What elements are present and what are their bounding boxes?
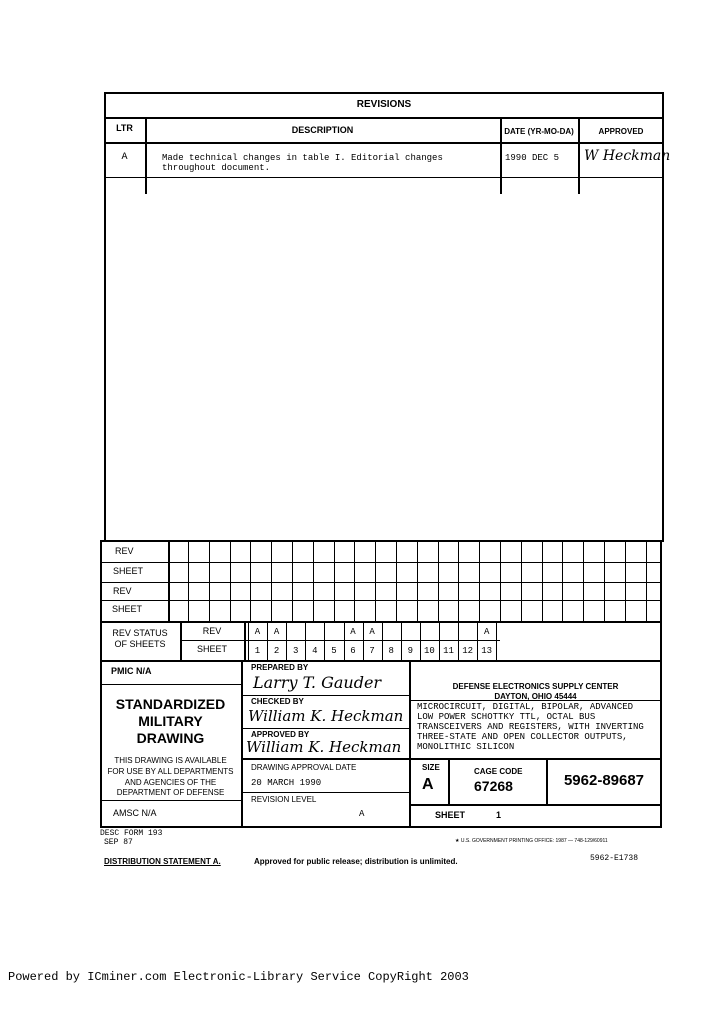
sheet-value: 1 bbox=[496, 810, 502, 820]
revisions-title-rule bbox=[104, 117, 664, 119]
approval-date-label: DRAWING APPROVAL DATE bbox=[251, 763, 357, 772]
rev-status-label: REV STATUS bbox=[112, 628, 168, 638]
standardized-title: STANDARDIZED bbox=[115, 696, 226, 712]
amsc-label: AMSC N/A bbox=[113, 808, 157, 818]
rev-grid-column-line bbox=[562, 540, 563, 621]
distribution-label: DISTRIBUTION STATEMENT A. bbox=[104, 857, 221, 866]
rev-label: REV bbox=[113, 586, 132, 596]
sheet-number-cell: 7 bbox=[369, 646, 375, 656]
col-date-header: DATE (YR-MO-DA) bbox=[504, 127, 574, 136]
sheet-number-cell: 5 bbox=[331, 646, 337, 656]
title-block-rule bbox=[241, 728, 409, 729]
sheet-number-cell: 8 bbox=[388, 646, 394, 656]
revision-level-label: REVISION LEVEL bbox=[251, 795, 317, 804]
rev-grid-column-line bbox=[230, 540, 231, 621]
status-rev-label: REV bbox=[202, 626, 222, 636]
col-approved-header: APPROVED bbox=[598, 127, 644, 136]
title-block-rule bbox=[241, 758, 662, 760]
sheet-number-cell: 4 bbox=[312, 646, 318, 656]
rev-grid-column-line bbox=[188, 540, 189, 621]
sheet-label: SHEET bbox=[112, 604, 143, 614]
title-block-rule bbox=[100, 800, 241, 801]
rev-grid-rule bbox=[180, 640, 500, 641]
standardized-title: MILITARY bbox=[138, 713, 203, 729]
rev-grid-column-line bbox=[334, 540, 335, 621]
distribution-text: Approved for public release; distribution is unlimited. bbox=[254, 857, 458, 866]
rev-grid-column-line bbox=[604, 540, 605, 621]
availability-text: AND AGENCIES OF THE bbox=[124, 778, 217, 787]
pmic-label: PMIC N/A bbox=[111, 666, 152, 676]
rev-grid-column-line bbox=[271, 540, 272, 621]
sheet-rev-cell: A bbox=[350, 627, 356, 637]
rev-label: REV bbox=[115, 546, 134, 556]
rev-grid-column-line bbox=[438, 540, 439, 621]
sheet-label: SHEET bbox=[435, 810, 466, 820]
sheet-number-cell: 13 bbox=[481, 646, 493, 656]
availability-text: THIS DRAWING IS AVAILABLE bbox=[114, 756, 227, 765]
sheet-rev-cell: A bbox=[254, 627, 261, 637]
status-column-line bbox=[496, 621, 497, 662]
revision-ltr: A bbox=[121, 152, 128, 163]
sheet-number-cell: 2 bbox=[273, 646, 280, 656]
rev-grid-column-line bbox=[458, 540, 459, 621]
rev-grid-column-line bbox=[396, 540, 397, 621]
size-value: A bbox=[422, 776, 434, 793]
rev-grid-column-line bbox=[646, 540, 647, 621]
sheet-rev-cell: A bbox=[483, 627, 490, 637]
drawing-title: MICROCIRCUIT, DIGITAL, BIPOLAR, ADVANCED bbox=[417, 702, 634, 712]
sheet-rev-cell: A bbox=[369, 627, 375, 637]
title-block-rule bbox=[409, 804, 662, 806]
revision-level: A bbox=[359, 809, 365, 819]
rev-grid-column-line bbox=[292, 540, 293, 621]
checked-by-label: CHECKED BY bbox=[251, 697, 304, 706]
rev-grid-column-line bbox=[500, 540, 501, 621]
rev-grid-label-divider bbox=[244, 621, 246, 662]
agency-address: DAYTON, OHIO 45444 bbox=[494, 692, 577, 701]
rev-status-label: OF SHEETS bbox=[114, 639, 166, 649]
checked-by-signature: William K. Heckman bbox=[248, 707, 404, 725]
size-label: SIZE bbox=[422, 763, 440, 772]
cage-value: 67268 bbox=[474, 778, 513, 794]
rev-grid-column-line bbox=[375, 540, 376, 621]
drawing-title: MONOLITHIC SILICON bbox=[417, 742, 515, 752]
rev-grid-column-line bbox=[354, 540, 355, 621]
sheet-number-cell: 9 bbox=[407, 646, 413, 656]
rev-grid-label-divider bbox=[168, 540, 170, 621]
rev-grid-rule bbox=[100, 582, 662, 583]
revisions-title: REVISIONS bbox=[356, 99, 412, 110]
title-block-rule bbox=[241, 695, 409, 696]
availability-text: DEPARTMENT OF DEFENSE bbox=[116, 788, 225, 797]
powered-by-watermark: Powered by ICminer.com Electronic-Library Service CopyRight 2003 bbox=[8, 970, 469, 984]
availability-text: FOR USE BY ALL DEPARTMENTS bbox=[107, 767, 234, 776]
col-ltr-header: LTR bbox=[116, 123, 133, 133]
sheet-number-cell: 6 bbox=[350, 646, 356, 656]
drawing-number: 5962-89687 bbox=[563, 772, 645, 789]
sheet-number-cell: 1 bbox=[254, 646, 261, 656]
standardized-title: DRAWING bbox=[136, 730, 205, 746]
drawing-title: THREE-STATE AND OPEN COLLECTOR OUTPUTS, bbox=[417, 732, 628, 742]
title-block-rule bbox=[100, 684, 241, 685]
revision-date: 1990 DEC 5 bbox=[505, 153, 560, 163]
rev-grid-column-line bbox=[313, 540, 314, 621]
prepared-by-signature: Larry T. Gauder bbox=[253, 673, 382, 692]
rev-grid-column-line bbox=[625, 540, 626, 621]
approval-date: 20 MARCH 1990 bbox=[251, 778, 322, 788]
sheet-label: SHEET bbox=[113, 566, 144, 576]
approved-by-signature: William K. Heckman bbox=[246, 738, 402, 756]
title-block-divider bbox=[241, 660, 243, 828]
form-number: DESC FORM 193 bbox=[100, 829, 163, 838]
col-description-header: DESCRIPTION bbox=[291, 125, 354, 135]
revision-description-line1: Made technical changes in table I. Editorial changes bbox=[162, 153, 443, 163]
sheet-number-cell: 12 bbox=[462, 646, 473, 656]
rev-grid-column-line bbox=[479, 540, 480, 621]
rev-grid-column-line bbox=[209, 540, 210, 621]
prepared-by-label: PREPARED BY bbox=[251, 663, 309, 672]
revision-description-line2: throughout document. bbox=[162, 163, 271, 173]
sheet-number-cell: 10 bbox=[423, 646, 435, 656]
rev-grid-column-line bbox=[250, 540, 251, 621]
rev-grid-column-line bbox=[583, 540, 584, 621]
agency-name: DEFENSE ELECTRONICS SUPPLY CENTER bbox=[452, 682, 619, 691]
size-divider bbox=[448, 758, 450, 804]
sheet-number-cell: 3 bbox=[292, 646, 299, 656]
rev-grid-column-line bbox=[521, 540, 522, 621]
revision-approved-signature: W Heckman bbox=[584, 148, 671, 164]
rev-grid-rule bbox=[100, 562, 662, 563]
approved-by-label: APPROVED BY bbox=[251, 730, 310, 739]
doc-code: 5962-E1738 bbox=[590, 854, 639, 863]
rev-grid-rule bbox=[100, 600, 662, 601]
revisions-row-rule bbox=[104, 177, 664, 178]
form-date: SEP 87 bbox=[104, 838, 133, 847]
sheet-rev-cell: A bbox=[273, 627, 280, 637]
gpo-notice: ★ U.S. GOVERNMENT PRINTING OFFICE: 1987 — 748-129/60911 bbox=[455, 838, 608, 844]
cage-label: CAGE CODE bbox=[474, 767, 523, 776]
title-block-rule bbox=[241, 792, 409, 793]
rev-grid-column-line bbox=[417, 540, 418, 621]
status-sheet-label: SHEET bbox=[196, 644, 227, 654]
drawing-title: LOW POWER SCHOTTKY TTL, OCTAL BUS bbox=[417, 712, 596, 722]
rev-grid-column-line bbox=[542, 540, 543, 621]
revisions-header-rule bbox=[104, 142, 664, 144]
sheet-number-cell: 11 bbox=[443, 646, 454, 656]
drawing-title: TRANSCEIVERS AND REGISTERS, WITH INVERTING bbox=[417, 722, 644, 732]
